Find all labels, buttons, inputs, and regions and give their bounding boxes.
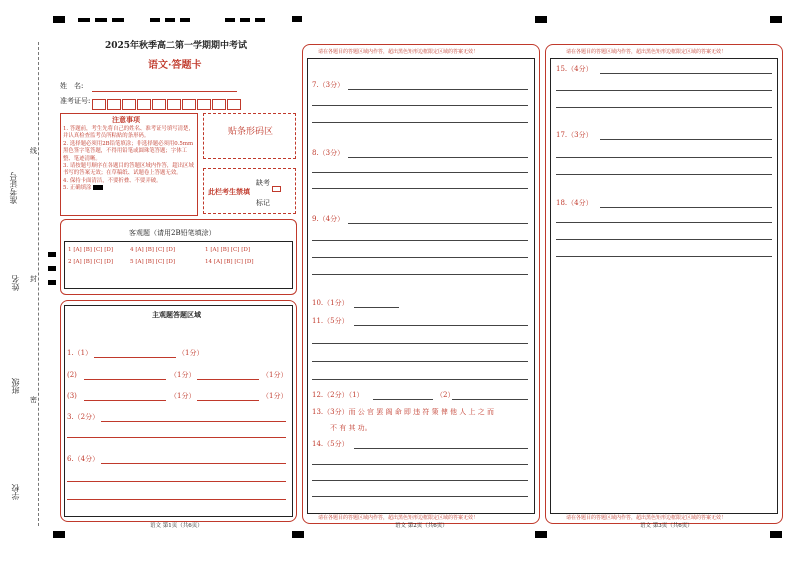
choice-item[interactable]: 1 [A] [B] [C] [D] [68,247,114,253]
q7-label: 7.（3分） [312,81,345,89]
choice-item[interactable]: 5 [A] [B] [C] [D] [130,259,176,265]
answer-line[interactable] [348,223,528,224]
answer-line[interactable] [197,400,259,401]
choice-row[interactable] [205,247,250,253]
answer-line[interactable] [197,379,259,380]
answer-line[interactable] [600,207,772,208]
answer-line[interactable] [312,122,528,123]
note-item: 4. 保持卡面清洁，不要折叠、不要弄破。 [63,177,162,184]
registration-mark [770,531,782,538]
binding-line [38,42,39,526]
answer-line[interactable] [67,437,286,438]
q5-label: 6.（4分） [67,455,100,463]
absent-text: 缺考 [256,179,270,187]
q2-label: (2) [67,371,77,379]
notes-list [63,126,195,193]
sidebar-class: 班级 [11,378,20,394]
answer-line[interactable] [556,90,772,91]
exam-title: 2025年秋季高二第一学期期中考试 [105,41,248,51]
q2-score: （1分） [170,371,196,379]
q8-label: 8.（3分） [312,149,345,157]
answer-line[interactable] [354,325,528,326]
q11-label: 11.（5分） [312,317,349,325]
page2-header: 请在各题目的答题区域内作答，超出黑色矩形边框限定区域的答案无效！ [318,49,479,55]
answer-line[interactable] [312,188,528,189]
q1-label: 1.（1） [67,349,93,357]
answer-line[interactable] [101,463,286,464]
registration-mark [180,18,190,22]
answer-line[interactable] [600,73,772,74]
note-item: 1. 答题前，考生先将自己的姓名、准考证号填写清楚，并认真检查监考员所粘贴的条形码。 [63,126,194,140]
note-item: 3. 请按题号顺序在各题目的答题区域内作答，超出区域书写的答案无效；在草稿纸、试题卷上答题无效。 [63,163,194,177]
registration-mark [53,531,65,538]
q10-label: 10.（1分） [312,299,349,307]
registration-mark [292,531,304,538]
answer-line[interactable] [101,421,286,422]
registration-mark [535,16,547,23]
notes-title: 注意事项 [112,115,140,124]
registration-mark [95,18,107,22]
registration-mark [535,531,547,538]
choice-row[interactable] [68,259,113,265]
registration-mark [48,266,56,271]
registration-mark [150,18,160,22]
q2-score: （1分） [262,371,288,379]
registration-mark [240,18,250,22]
page-footer: 语文 第3页（共6页） [640,523,693,529]
subjective-inner [64,305,293,517]
choice-row[interactable] [205,259,254,265]
subjective-title: 主观题答题区域 [152,310,201,319]
sidebar-line: 线 [30,147,37,155]
q12-label: 12.（2分）（1） [312,391,364,399]
id-boxes[interactable] [92,95,242,107]
answer-line[interactable] [312,257,528,258]
sidebar-school: 学校 [11,484,20,500]
answer-line[interactable] [354,307,399,308]
answer-line[interactable] [373,399,433,400]
answer-line[interactable] [556,157,772,158]
answer-line[interactable] [84,379,166,380]
q13-label: 13.（3分）而 公 官 罢 阁 命 即 违 符 策 俾 他 人 上 之 而 [312,408,494,416]
sidebar-exam-no: 准考证号 [9,172,18,204]
choice-row[interactable] [130,247,175,253]
fill-example [93,185,103,190]
answer-line[interactable] [312,361,528,362]
registration-mark [78,18,90,22]
note-item: 2. 选择题必须用2B铅笔填涂；非选择题必须用0.5mm黑色签字笔答题，不得用铅笔或圆珠笔答题；字体工整、笔迹清晰。 [63,140,194,162]
page-footer: 语文 第2页（共6页） [395,523,448,529]
answer-line[interactable] [67,481,286,482]
card-title: 语文·答题卡 [148,60,202,71]
answer-line[interactable] [312,274,528,275]
sidebar-seal: 封 [30,275,37,283]
registration-mark [48,280,56,285]
registration-mark [770,16,782,23]
answer-line[interactable] [84,400,166,401]
note-item: 5. 正确填涂 [63,185,195,192]
q4-label: 3.（2分） [67,413,100,421]
q9-label: 9.（4分） [312,215,345,223]
answer-line[interactable] [348,89,528,90]
barcode-label: 贴条形码区 [228,127,274,137]
registration-mark [165,18,175,22]
answer-line[interactable] [354,448,528,449]
page3-footer-note: 请在各题目的答题区域内作答，超出黑色矩形边框限定区域的答案无效！ [566,515,727,521]
page2-footer-note: 请在各题目的答题区域内作答，超出黑色矩形边框限定区域的答案无效！ [318,515,479,521]
q17-label: 17.（3分） [556,131,593,139]
choice-item[interactable]: 14 [A] [B] [C] [D] [205,259,254,265]
answer-line[interactable] [556,107,772,108]
q13-label-b: 不 有 其 功。 [330,424,372,432]
mark-text: 标记 [256,199,270,207]
registration-mark [112,18,124,22]
answer-line[interactable] [312,105,528,106]
absent-checkbox[interactable] [272,186,281,192]
objective-title: 客观题（请用2B铅笔填涂） [129,229,216,237]
answer-line[interactable] [556,239,772,240]
choice-item[interactable]: 4 [A] [B] [C] [D] [130,247,176,253]
registration-mark [48,252,56,257]
registration-mark [292,16,302,22]
answer-line[interactable] [600,139,772,140]
choice-row[interactable] [68,247,113,253]
page3-header: 请在各题目的答题区域内作答，超出黑色矩形边框限定区域的答案无效！ [566,49,727,55]
answer-line[interactable] [312,464,528,465]
q3-score: （1分） [170,392,196,400]
q14-label: 14.（5分） [312,440,349,448]
name-label: 姓 名: [60,82,84,90]
q15-label: 15.（4分） [556,65,593,73]
choice-item[interactable]: 1 [A] [B] [C] [D] [205,247,251,253]
sidebar-name: 姓名 [11,275,20,291]
answer-line[interactable] [312,480,528,481]
q3-score: （1分） [262,392,288,400]
registration-mark [225,18,235,22]
registration-mark [53,16,65,23]
answer-line[interactable] [312,240,528,241]
answer-line[interactable] [556,222,772,223]
q18-label: 18.（4分） [556,199,593,207]
absent-label: 此栏考生禁填 [208,187,250,196]
choice-row[interactable] [130,259,175,265]
answer-line[interactable] [312,172,528,173]
answer-line[interactable] [556,256,772,257]
answer-line[interactable] [312,343,528,344]
name-field[interactable] [92,91,237,92]
id-label: 准考证号: [60,97,91,105]
q3-label: (3) [67,392,77,400]
choice-item[interactable]: 2 [A] [B] [C] [D] [68,259,114,265]
answer-line[interactable] [556,174,772,175]
answer-line[interactable] [67,499,286,500]
answer-line[interactable] [312,496,528,497]
answer-line[interactable] [452,399,528,400]
registration-mark [255,18,265,22]
sidebar-secret: 密 [30,396,37,404]
q1-score: （1分） [178,349,204,357]
answer-line[interactable] [312,379,528,380]
page3-inner [550,58,778,514]
answer-line[interactable] [94,357,176,358]
q12-label-b: （2） [436,391,455,399]
answer-line[interactable] [348,157,528,158]
page-footer: 语文 第1页（共6页） [150,523,203,529]
